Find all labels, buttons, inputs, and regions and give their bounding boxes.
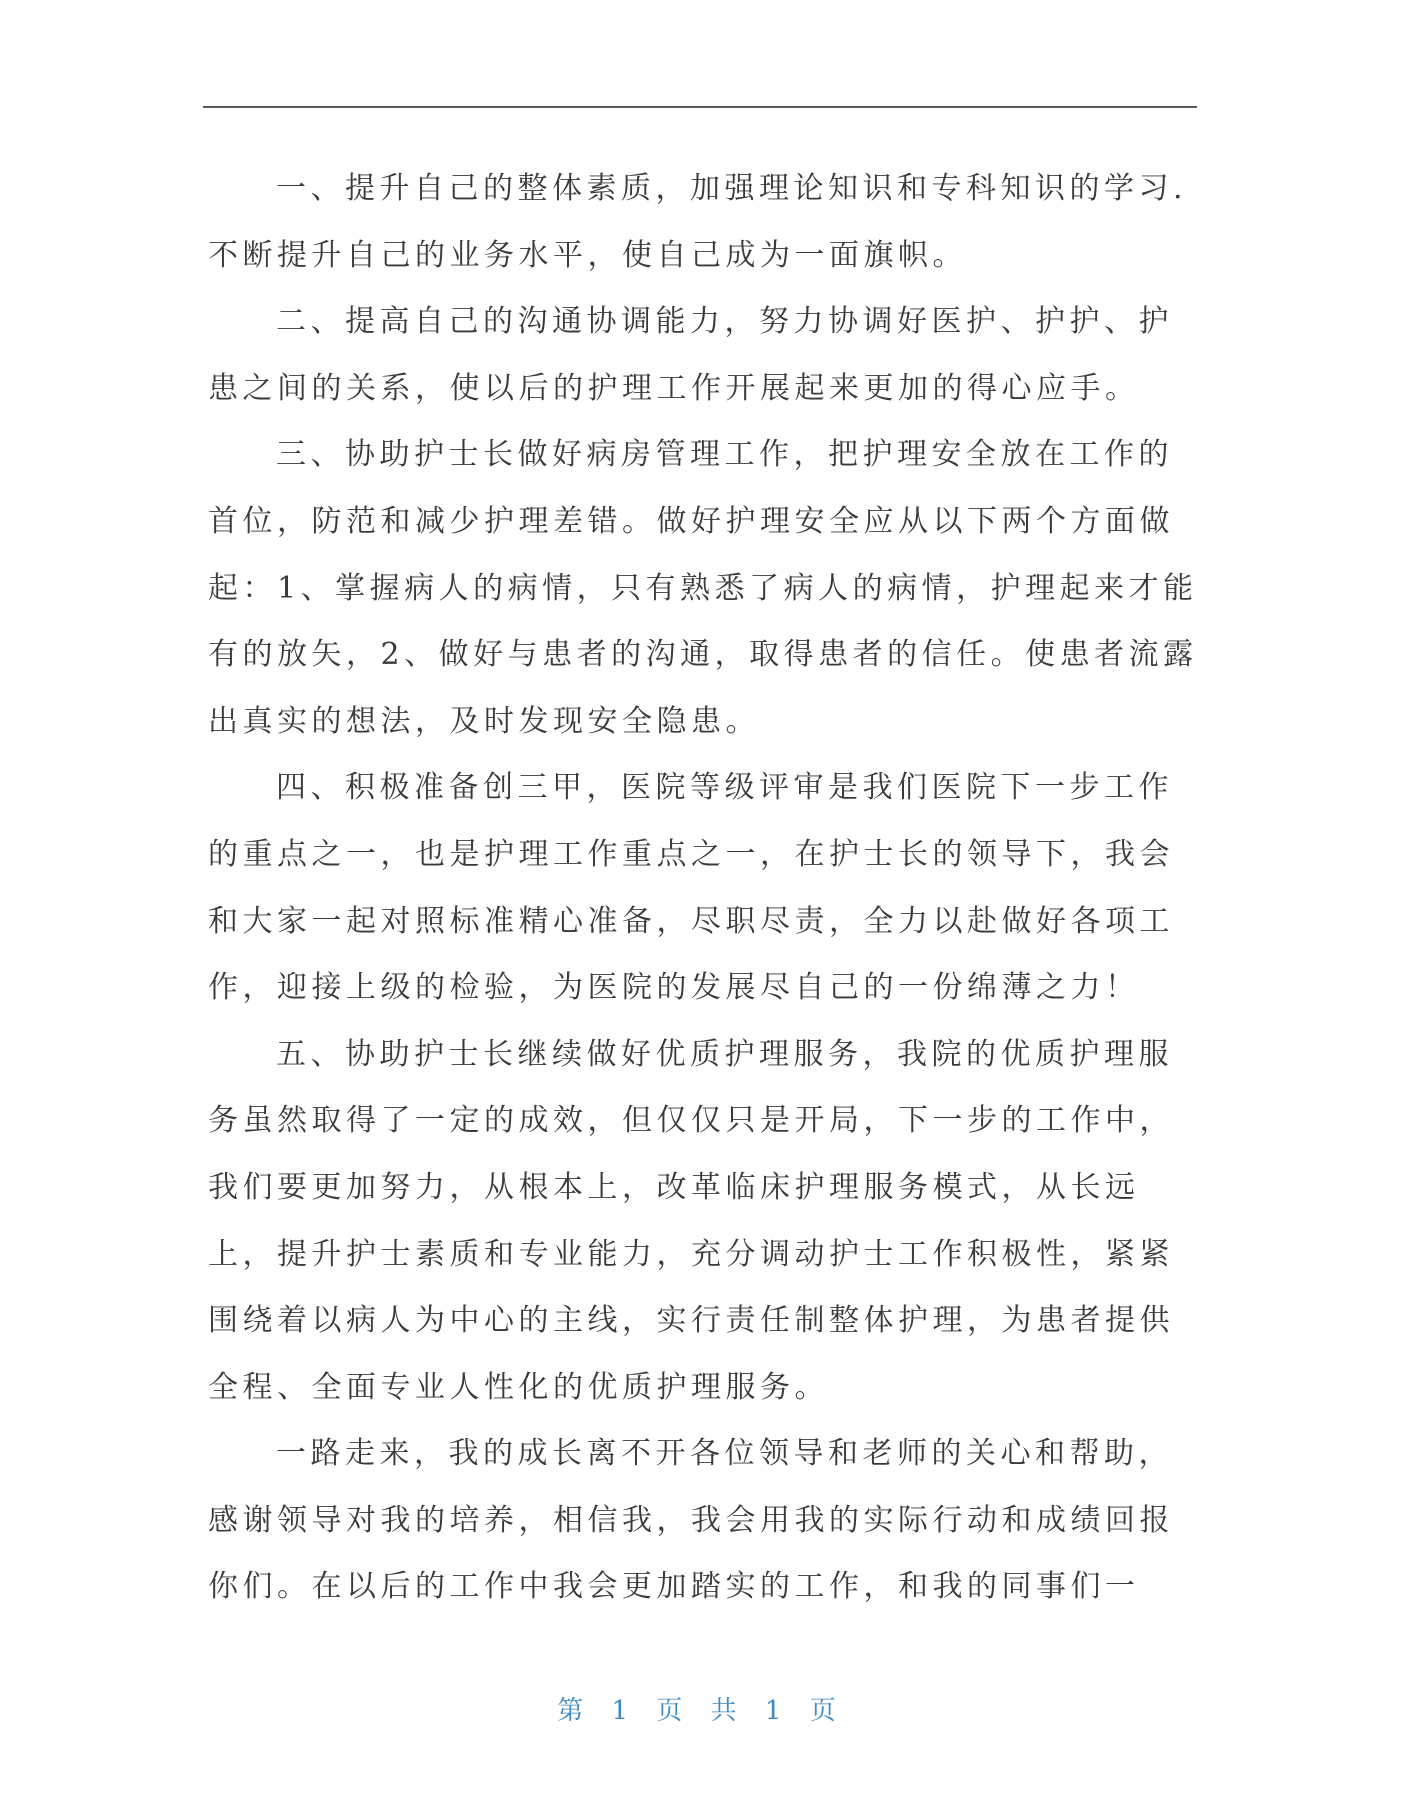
header-rule [203,106,1197,108]
text-line: 二、提高自己的沟通协调能力，努力协调好医护、护护、护 [276,304,1173,340]
text-line: 作，迎接上级的检验，为医院的发展尽自己的一份绵薄之力！ [208,970,1140,1006]
text-line: 起：1、掌握病人的病情，只有熟悉了病人的病情，护理起来才能 [208,570,1198,606]
text-line: 有的放矢，2、做好与患者的沟通，取得患者的信任。使患者流露 [208,637,1198,673]
text-line: 四、积极准备创三甲，医院等级评审是我们医院下一步工作 [276,770,1173,806]
text-line: 不断提升自己的业务水平，使自己成为一面旗帜。 [208,237,967,273]
text-line: 五、协助护士长继续做好优质护理服务，我院的优质护理服 [276,1036,1173,1072]
text-line: 感谢领导对我的培养，相信我，我会用我的实际行动和成绩回报 [208,1502,1174,1538]
text-line: 出真实的想法，及时发现安全隐患。 [208,703,760,739]
text-line: 和大家一起对照标准精心准备，尽职尽责，全力以赴做好各项工 [208,903,1174,939]
text-line: 你们。在以后的工作中我会更加踏实的工作，和我的同事们一 [208,1569,1140,1605]
text-line: 我们要更加努力，从根本上，改革临床护理服务模式，从长远 [208,1169,1140,1205]
page-number-footer: 第 1 页 共 1 页 [557,1696,846,1726]
text-line: 三、协助护士长做好病房管理工作，把护理安全放在工作的 [276,437,1173,473]
document-body [208,156,1198,1621]
text-line: 务虽然取得了一定的成效，但仅仅只是开局，下一步的工作中， [208,1103,1174,1139]
text-line: 一、提升自己的整体素质，加强理论知识和专科知识的学习. [276,171,1188,206]
text-line: 全程、全面专业人性化的优质护理服务。 [208,1369,829,1405]
text-line: 患之间的关系，使以后的护理工作开展起来更加的得心应手。 [208,370,1140,406]
text-line: 围绕着以病人为中心的主线，实行责任制整体护理，为患者提供 [208,1303,1174,1339]
text-line: 一路走来，我的成长离不开各位领导和老师的关心和帮助， [276,1436,1173,1472]
text-line: 的重点之一，也是护理工作重点之一，在护士长的领导下，我会 [208,836,1174,872]
text-line: 首位，防范和减少护理差错。做好护理安全应从以下两个方面做 [208,503,1174,539]
text-line: 上，提升护士素质和专业能力，充分调动护士工作积极性，紧紧 [208,1236,1174,1272]
